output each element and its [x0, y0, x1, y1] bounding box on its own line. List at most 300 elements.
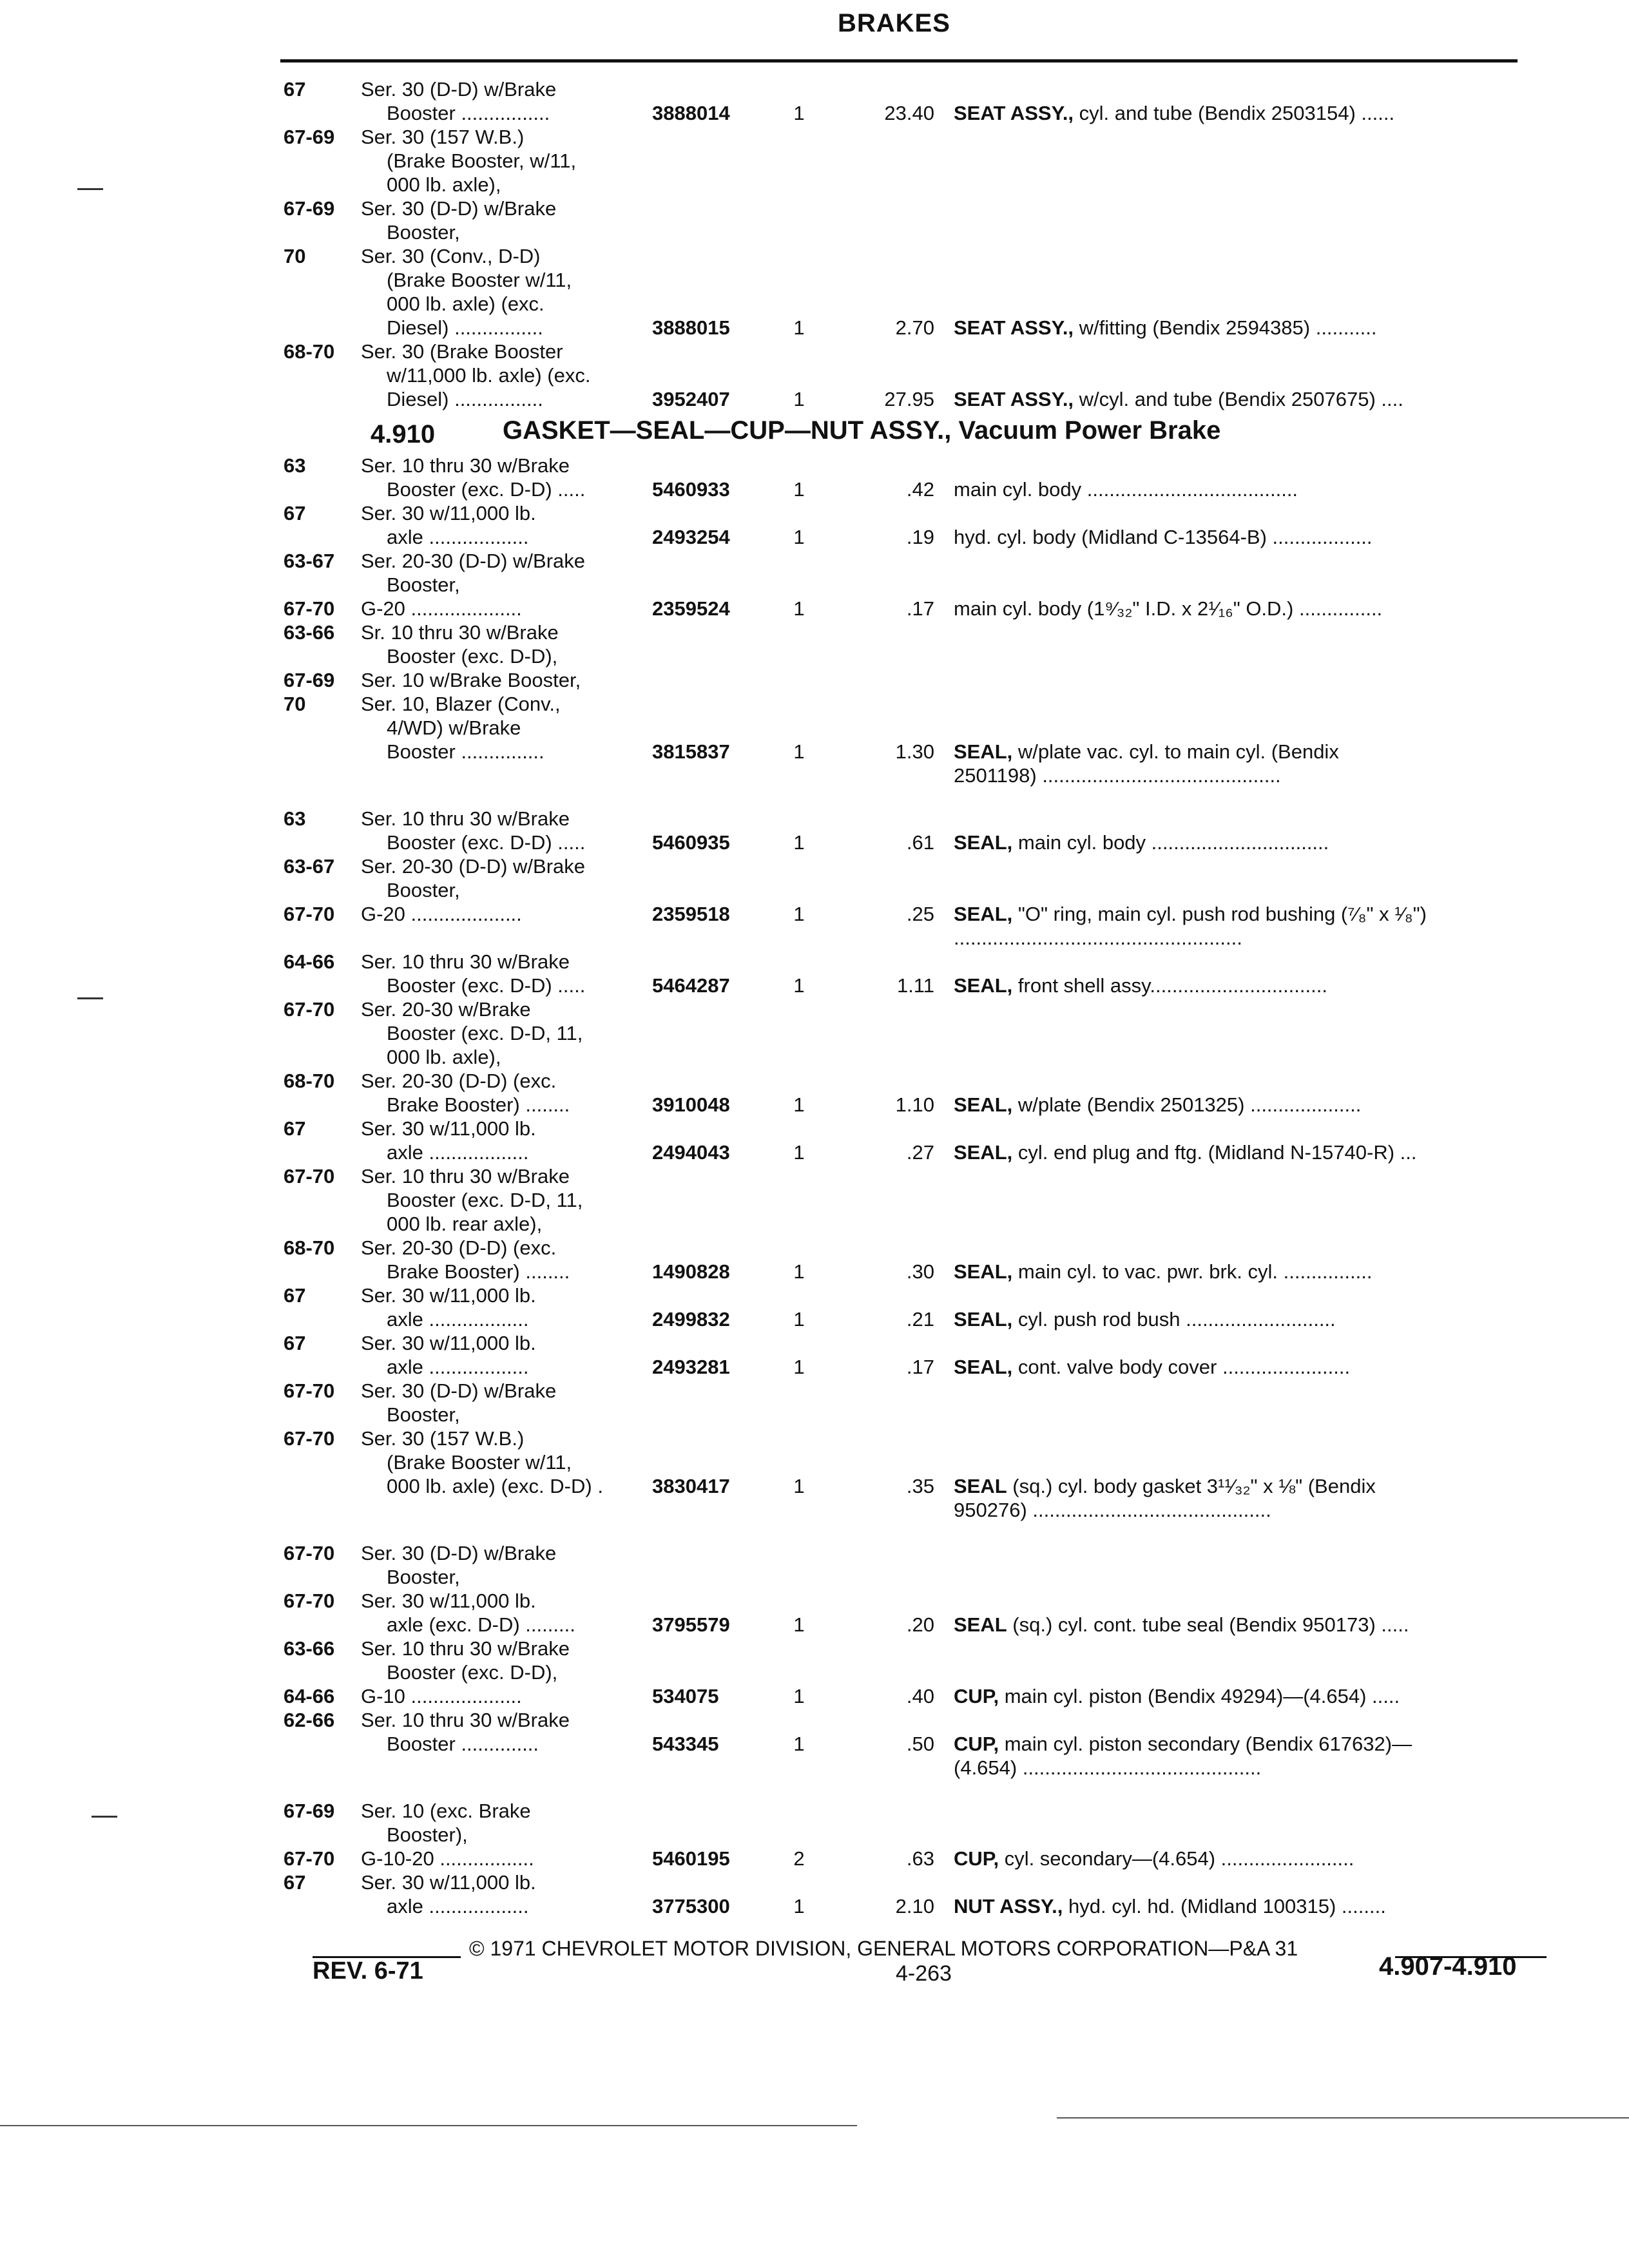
- model-years: 67: [284, 78, 306, 101]
- entry-line: [284, 1847, 1547, 1870]
- model-years: 67-70: [284, 1542, 335, 1564]
- part-description: [954, 1613, 1521, 1637]
- parts-entry: [284, 807, 1547, 854]
- application-text: Ser. 30 w/11,000 lb.: [361, 1871, 536, 1894]
- parts-entry: [284, 1164, 1547, 1283]
- application-text: Diesel) ................: [387, 316, 543, 339]
- application-text: Booster,: [387, 1403, 460, 1426]
- part-detail: hyd. cyl. hd. (Midland 100315) ........: [1063, 1895, 1386, 1917]
- margin-tick-mark: [77, 997, 103, 999]
- quantity: 1: [793, 102, 805, 124]
- quantity: 1: [793, 974, 805, 997]
- entry-line: [284, 997, 1547, 1021]
- model-years: 63-66: [284, 621, 335, 644]
- header-rule: [280, 59, 1518, 62]
- quantity: 1: [793, 1093, 805, 1116]
- application-text: Booster ..............: [387, 1733, 539, 1755]
- application-text: axle ..................: [387, 1895, 529, 1917]
- part-description: [954, 525, 1521, 549]
- entry-line: [284, 1613, 1547, 1637]
- model-years: 67-69: [284, 197, 335, 220]
- price: .17: [906, 1356, 934, 1378]
- part-detail: w/fitting (Bendix 2594385) ...........: [1074, 316, 1377, 339]
- part-detail: main cyl. body ................................: [1012, 831, 1329, 854]
- part-number: 534075: [652, 1685, 719, 1707]
- price: 23.40: [884, 102, 934, 124]
- part-description: [954, 1684, 1521, 1708]
- scan-edge-line: [1057, 2117, 1629, 2119]
- gasket-seal-cup-nut-group: [284, 454, 1547, 1918]
- entry-line: [284, 501, 1547, 525]
- application-text: Booster,: [387, 1566, 460, 1588]
- part-detail: cyl. end plug and ftg. (Midland N-15740-R) ...: [1012, 1141, 1417, 1164]
- entry-line: [284, 292, 1547, 316]
- entry-line: [284, 1379, 1547, 1403]
- part-detail: main cyl. body (1⁹⁄₃₂" I.D. x 2¹⁄₁₆" O.D.) ...............: [954, 597, 1383, 620]
- entry-line: [284, 1732, 1547, 1756]
- part-description: [954, 1093, 1521, 1117]
- application-text: Ser. 30 w/11,000 lb.: [361, 1332, 536, 1354]
- part-number: 3830417: [652, 1475, 730, 1497]
- entry-line: [284, 316, 1547, 340]
- entry-line: [284, 1541, 1547, 1565]
- quantity: 1: [793, 478, 805, 501]
- parts-entry: [284, 1541, 1547, 1637]
- part-detail: cyl. and tube (Bendix 2503154) ......: [1074, 102, 1395, 124]
- model-years: 70: [284, 245, 306, 267]
- entry-line: [284, 101, 1547, 125]
- entry-line: [284, 1637, 1547, 1660]
- application-text: Sr. 10 thru 30 w/Brake: [361, 621, 559, 644]
- part-description: [954, 1307, 1521, 1331]
- entry-line: [284, 1069, 1547, 1093]
- footer-revision: REV. 6-71: [313, 1957, 423, 1984]
- entry-line: [284, 149, 1547, 173]
- part-name: SEAL: [954, 1613, 1007, 1636]
- model-years: 64-66: [284, 950, 335, 973]
- price: 1.10: [895, 1093, 934, 1116]
- application-text: Ser. 30 (Conv., D-D): [361, 245, 541, 267]
- quantity: 1: [793, 1356, 805, 1378]
- entry-line: [284, 573, 1547, 597]
- price: .63: [906, 1847, 934, 1870]
- part-number: 3815837: [652, 740, 730, 763]
- footer-copyright: © 1971 CHEVROLET MOTOR DIVISION, GENERAL MOTORS CORPORATION—P&A 31: [469, 1937, 1298, 1960]
- part-description: [954, 477, 1521, 501]
- quantity: 2: [793, 1847, 805, 1870]
- part-description: [954, 1260, 1521, 1283]
- entry-line: [284, 1684, 1547, 1708]
- part-number: 2359518: [652, 903, 730, 925]
- model-years: 67-70: [284, 597, 335, 620]
- quantity: 1: [793, 1613, 805, 1636]
- entry-line: [284, 1823, 1547, 1847]
- entry-line: [284, 620, 1547, 644]
- entry-line: [284, 854, 1547, 878]
- spacer: [284, 787, 1547, 807]
- parts-entry: [284, 620, 1547, 787]
- application-text: Booster (exc. D-D),: [387, 645, 558, 668]
- entry-line: [284, 125, 1547, 149]
- part-description: [954, 1474, 1521, 1498]
- entry-line: [284, 1117, 1547, 1140]
- model-years: 68-70: [284, 1236, 335, 1259]
- application-text: G-10 ....................: [361, 1685, 522, 1707]
- entry-line: [284, 1045, 1547, 1069]
- model-years: 67-70: [284, 903, 335, 925]
- model-years: 67: [284, 1284, 306, 1307]
- part-name: NUT ASSY.,: [954, 1895, 1063, 1917]
- parts-entry: [284, 997, 1547, 1117]
- application-text: Booster,: [387, 573, 460, 596]
- entry-line: [284, 363, 1547, 387]
- application-text: Ser. 20-30 (D-D) w/Brake: [361, 855, 585, 878]
- model-years: 62-66: [284, 1709, 335, 1731]
- entry-line: [284, 1894, 1547, 1918]
- part-number: 5460195: [652, 1847, 730, 1870]
- part-name: SEAL,: [954, 1356, 1013, 1378]
- footer-page-number: 4-263: [896, 1961, 952, 1986]
- parts-entry: [284, 1331, 1547, 1379]
- entry-line: [284, 268, 1547, 292]
- application-text: Booster (exc. D-D) .....: [387, 974, 586, 997]
- entry-line: [284, 597, 1547, 620]
- parts-entry: [284, 501, 1547, 549]
- application-text: Ser. 30 (Brake Booster: [361, 340, 563, 363]
- parts-entry: [284, 1637, 1547, 1708]
- part-detail: front shell assy................................: [1012, 974, 1327, 997]
- model-years: 68-70: [284, 1070, 335, 1092]
- entry-line: [284, 1589, 1547, 1613]
- parts-entry: [284, 1379, 1547, 1522]
- part-detail: ....................................................: [954, 927, 1242, 949]
- model-years: 63: [284, 454, 306, 477]
- part-name: SEAT ASSY.,: [954, 102, 1074, 124]
- model-years: 67-70: [284, 1165, 335, 1187]
- part-detail: main cyl. to vac. pwr. brk. cyl. ................: [1012, 1260, 1373, 1283]
- part-description: [954, 740, 1521, 764]
- application-text: 000 lb. rear axle),: [387, 1213, 543, 1235]
- application-text: (Brake Booster w/11,: [387, 1451, 572, 1474]
- part-description: [954, 1355, 1521, 1379]
- part-name: SEAL,: [954, 903, 1013, 925]
- parts-entry: [284, 77, 1547, 125]
- price: .19: [906, 526, 934, 548]
- application-text: Booster ................: [387, 102, 550, 124]
- application-text: axle ..................: [387, 1356, 529, 1378]
- application-text: 000 lb. axle) (exc. D-D) .: [387, 1475, 603, 1497]
- entry-line: [284, 1331, 1547, 1355]
- application-text: axle ..................: [387, 526, 529, 548]
- entry-line: [284, 1212, 1547, 1236]
- entry-line: [284, 173, 1547, 197]
- entry-line: [284, 340, 1547, 363]
- part-name: SEAL,: [954, 1308, 1013, 1331]
- part-number: 2493254: [652, 526, 730, 548]
- entry-line: [284, 454, 1547, 477]
- application-text: Ser. 30 (157 W.B.): [361, 126, 525, 148]
- entry-line: [284, 197, 1547, 220]
- scan-edge-line: [0, 2125, 857, 2126]
- entry-line: [284, 740, 1547, 764]
- quantity: 1: [793, 903, 805, 925]
- application-text: Booster (exc. D-D),: [387, 1661, 558, 1684]
- entry-line: [284, 1756, 1547, 1780]
- model-years: 63-66: [284, 1637, 335, 1660]
- parts-entry: [284, 125, 1547, 340]
- application-text: Ser. 30 w/11,000 lb.: [361, 1284, 536, 1307]
- price: .40: [906, 1685, 934, 1707]
- application-text: Ser. 30 (D-D) w/Brake: [361, 1379, 557, 1402]
- footer-section-range: 4.907-4.910: [1379, 1952, 1517, 1981]
- parts-entry: [284, 1283, 1547, 1331]
- part-detail: "O" ring, main cyl. push rod bushing (⁷⁄₈" x ¹⁄₈"): [1012, 903, 1427, 925]
- application-text: Ser. 30 w/11,000 lb.: [361, 502, 536, 524]
- entry-line: [284, 387, 1547, 411]
- price: .35: [906, 1475, 934, 1497]
- entry-line: [284, 831, 1547, 854]
- part-number: 3888015: [652, 316, 730, 339]
- application-text: Ser. 20-30 (D-D) (exc.: [361, 1070, 557, 1092]
- quantity: 1: [793, 1141, 805, 1164]
- quantity: 1: [793, 526, 805, 548]
- application-text: Ser. 10 thru 30 w/Brake: [361, 950, 570, 973]
- parts-listing: [284, 77, 1547, 1918]
- part-description: [954, 902, 1521, 926]
- part-number: 1490828: [652, 1260, 730, 1283]
- parts-entry: [284, 854, 1547, 950]
- part-number: 2499832: [652, 1308, 730, 1331]
- application-text: Ser. 30 (D-D) w/Brake: [361, 1542, 557, 1564]
- section-title: GASKET—SEAL—CUP—NUT ASSY., Vacuum Power Brake: [503, 416, 1221, 445]
- part-detail: 950276) ...........................................: [954, 1499, 1271, 1521]
- quantity: 1: [793, 316, 805, 339]
- model-years: 67-70: [284, 1847, 335, 1870]
- model-years: 63: [284, 807, 306, 830]
- model-years: 63-67: [284, 855, 335, 878]
- part-number: 3888014: [652, 102, 730, 124]
- price: 2.70: [895, 316, 934, 339]
- part-number: 5464287: [652, 974, 730, 997]
- price: .42: [906, 478, 934, 501]
- application-text: Booster,: [387, 879, 460, 901]
- part-name: CUP,: [954, 1847, 999, 1870]
- parts-entry: [284, 1708, 1547, 1780]
- part-description: [954, 764, 1521, 787]
- part-name: SEAL,: [954, 1141, 1013, 1164]
- application-text: axle ..................: [387, 1308, 529, 1331]
- part-description: [954, 926, 1521, 950]
- margin-tick-mark: [92, 1816, 117, 1818]
- seat-assy-group: [284, 77, 1547, 411]
- part-name: SEAL,: [954, 974, 1013, 997]
- price: .50: [906, 1733, 934, 1755]
- quantity: 1: [793, 388, 805, 410]
- model-years: 67-70: [284, 998, 335, 1021]
- price: 2.10: [895, 1895, 934, 1917]
- part-name: CUP,: [954, 1733, 999, 1755]
- part-description: [954, 974, 1521, 997]
- part-detail: cyl. push rod bush ...........................: [1012, 1308, 1336, 1331]
- quantity: 1: [793, 1895, 805, 1917]
- parts-entry: [284, 1799, 1547, 1870]
- application-text: 4/WD) w/Brake: [387, 716, 521, 739]
- entry-line: [284, 668, 1547, 692]
- entry-line: [284, 1403, 1547, 1427]
- part-detail: main cyl. body ......................................: [954, 478, 1298, 501]
- application-text: Booster ...............: [387, 740, 545, 763]
- part-description: [954, 831, 1521, 854]
- model-years: 67-70: [284, 1590, 335, 1612]
- part-description: [954, 1894, 1521, 1918]
- model-years: 67: [284, 1332, 306, 1354]
- entry-line: [284, 77, 1547, 101]
- part-detail: main cyl. piston secondary (Bendix 617632)—: [999, 1733, 1412, 1755]
- entry-line: [284, 1188, 1547, 1212]
- part-detail: w/cyl. and tube (Bendix 2507675) ....: [1074, 388, 1403, 410]
- application-text: (Brake Booster, w/11,: [387, 149, 577, 172]
- part-description: [954, 316, 1521, 340]
- part-detail: (4.654) ...........................................: [954, 1756, 1262, 1779]
- part-detail: (sq.) cyl. cont. tube seal (Bendix 950173) .....: [1007, 1613, 1409, 1636]
- parts-entry: [284, 340, 1547, 411]
- model-years: 67-70: [284, 1379, 335, 1402]
- application-text: Brake Booster) ........: [387, 1093, 570, 1116]
- entry-line: [284, 878, 1547, 902]
- quantity: 1: [793, 1685, 805, 1707]
- part-name: SEAL: [954, 1475, 1007, 1497]
- entry-line: [284, 549, 1547, 573]
- entry-line: [284, 1565, 1547, 1589]
- model-years: 70: [284, 693, 306, 715]
- part-detail: cont. valve body cover .......................: [1012, 1356, 1351, 1378]
- application-text: Ser. 20-30 (D-D) (exc.: [361, 1236, 557, 1259]
- application-text: Booster (exc. D-D) .....: [387, 478, 586, 501]
- part-description: [954, 1847, 1521, 1870]
- application-text: Booster (exc. D-D) .....: [387, 831, 586, 854]
- section-heading: [284, 415, 1547, 452]
- model-years: 67-69: [284, 1800, 335, 1822]
- entry-line: [284, 807, 1547, 831]
- entry-line: [284, 1660, 1547, 1684]
- application-text: Ser. 30 w/11,000 lb.: [361, 1117, 536, 1140]
- entry-line: [284, 244, 1547, 268]
- part-name: SEAT ASSY.,: [954, 316, 1074, 339]
- entry-line: [284, 1474, 1547, 1498]
- entry-line: [284, 1450, 1547, 1474]
- part-detail: 2501198) ...........................................: [954, 764, 1281, 787]
- entry-line: [284, 1307, 1547, 1331]
- price: 1.11: [896, 974, 934, 997]
- part-number: 3952407: [652, 388, 730, 410]
- part-description: [954, 1498, 1521, 1522]
- application-text: G-10-20 .................: [361, 1847, 534, 1870]
- entry-line: [284, 525, 1547, 549]
- price: .61: [906, 831, 934, 854]
- entry-line: [284, 974, 1547, 997]
- application-text: Ser. 30 w/11,000 lb.: [361, 1590, 536, 1612]
- quantity: 1: [793, 1260, 805, 1283]
- application-text: Ser. 20-30 w/Brake: [361, 998, 531, 1021]
- part-name: SEAL,: [954, 1260, 1013, 1283]
- part-detail: (sq.) cyl. body gasket 3¹¹⁄₃₂" x ⅛" (Bendix: [1007, 1475, 1376, 1497]
- application-text: Ser. 10 thru 30 w/Brake: [361, 1165, 570, 1187]
- entry-line: [284, 692, 1547, 716]
- page-header-title: BRAKES: [838, 9, 950, 37]
- entry-line: [284, 1140, 1547, 1164]
- part-description: [954, 101, 1521, 125]
- part-number: 5460933: [652, 478, 730, 501]
- application-text: Ser. 10 thru 30 w/Brake: [361, 1637, 570, 1660]
- part-detail: main cyl. piston (Bendix 49294)—(4.654) .....: [999, 1685, 1400, 1707]
- section-number: 4.910: [371, 420, 436, 448]
- part-detail: w/plate vac. cyl. to main cyl. (Bendix: [1012, 740, 1339, 763]
- application-text: 000 lb. axle),: [387, 173, 501, 196]
- entry-line: [284, 1093, 1547, 1117]
- entry-line: [284, 1427, 1547, 1450]
- price: .20: [906, 1613, 934, 1636]
- part-description: [954, 1140, 1521, 1164]
- entry-line: [284, 1236, 1547, 1260]
- part-name: CUP,: [954, 1685, 999, 1707]
- application-text: w/11,000 lb. axle) (exc.: [387, 364, 591, 387]
- entry-line: [284, 220, 1547, 244]
- spacer: [284, 1780, 1547, 1799]
- model-years: 67-69: [284, 126, 335, 148]
- entry-line: [284, 926, 1547, 950]
- parts-entry: [284, 1117, 1547, 1164]
- part-number: 2493281: [652, 1356, 730, 1378]
- parts-entry: [284, 454, 1547, 501]
- part-number: 2494043: [652, 1141, 730, 1164]
- part-detail: w/plate (Bendix 2501325) ....................: [1012, 1093, 1362, 1116]
- application-text: Ser. 10 thru 30 w/Brake: [361, 454, 570, 477]
- parts-entry: [284, 950, 1547, 997]
- quantity: 1: [793, 597, 805, 620]
- application-text: Booster (exc. D-D, 11,: [387, 1189, 583, 1211]
- model-years: 67: [284, 1871, 306, 1894]
- part-name: SEAL,: [954, 831, 1013, 854]
- application-text: Ser. 30 (D-D) w/Brake: [361, 78, 557, 101]
- quantity: 1: [793, 1733, 805, 1755]
- model-years: 67-70: [284, 1427, 335, 1450]
- entry-line: [284, 1283, 1547, 1307]
- part-description: [954, 1756, 1521, 1780]
- application-text: G-20 ....................: [361, 903, 522, 925]
- quantity: 1: [793, 1475, 805, 1497]
- entry-line: [284, 1355, 1547, 1379]
- application-text: Booster (exc. D-D, 11,: [387, 1022, 583, 1044]
- entry-line: [284, 1260, 1547, 1283]
- part-number: 3775300: [652, 1895, 730, 1917]
- model-years: 68-70: [284, 340, 335, 363]
- model-years: 67: [284, 502, 306, 524]
- part-name: SEAT ASSY.,: [954, 388, 1074, 410]
- part-detail: hyd. cyl. body (Midland C-13564-B) ..................: [954, 526, 1373, 548]
- part-number: 3910048: [652, 1093, 730, 1116]
- parts-entry: [284, 549, 1547, 620]
- part-number: 3795579: [652, 1613, 730, 1636]
- entry-line: [284, 716, 1547, 740]
- entry-line: [284, 1164, 1547, 1188]
- application-text: (Brake Booster w/11,: [387, 269, 572, 291]
- quantity: 1: [793, 831, 805, 854]
- application-text: Ser. 10 thru 30 w/Brake: [361, 807, 570, 830]
- application-text: Ser. 30 (157 W.B.): [361, 1427, 525, 1450]
- model-years: 67: [284, 1117, 306, 1140]
- part-name: SEAL,: [954, 740, 1013, 763]
- part-detail: cyl. secondary—(4.654) ........................: [999, 1847, 1354, 1870]
